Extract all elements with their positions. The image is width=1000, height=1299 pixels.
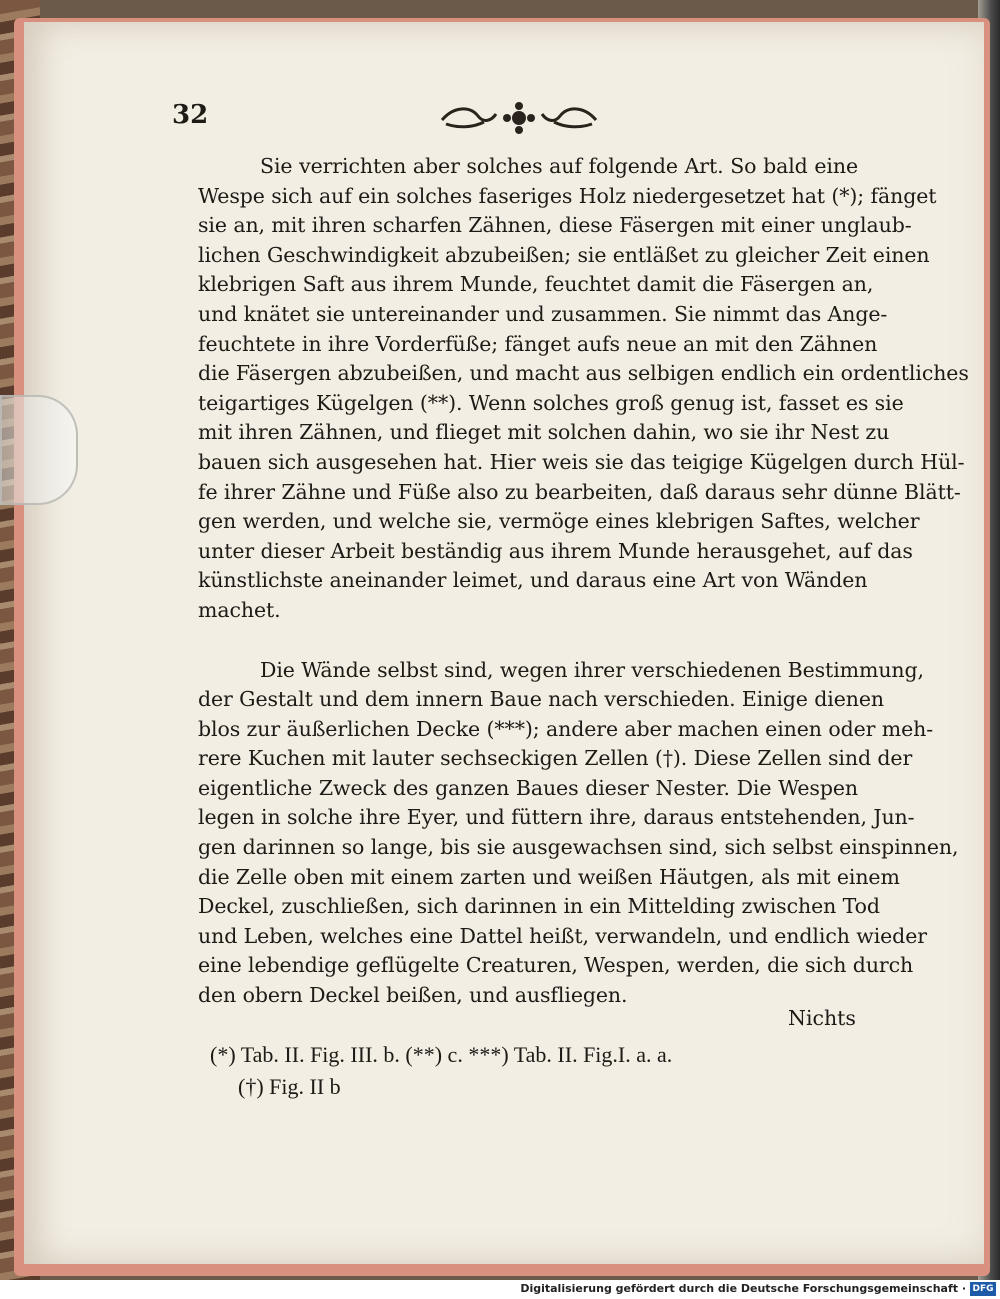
text-line: mit ihren Zähnen, und flieget mit solchen dahin, wo sie ihr Nest zu: [198, 420, 890, 445]
funding-credit: Digitalisierung gefördert durch die Deutsche Forschungsgemeinschaft ·: [520, 1282, 966, 1295]
text-line: gen werden, und welche sie, vermöge eines klebrigen Saftes, welcher: [198, 509, 920, 534]
text-line: die Fäsergen abzubeißen, und macht aus selbigen endlich ein ordentliches: [198, 361, 969, 386]
text-line: Die Wände selbst sind, wegen ihrer verschiedenen Bestimmung,: [260, 657, 924, 682]
text-line: machet.: [198, 597, 281, 622]
footnote: (†) Fig. II b: [238, 1074, 341, 1099]
text-line: der Gestalt und dem innern Baue nach verschieden. Einige dienen: [198, 687, 884, 712]
text-line: eigentliche Zweck des ganzen Baues dieser Nester. Die Wespen: [198, 775, 858, 800]
text-line: sie an, mit ihren scharfen Zähnen, diese Fäsergen mit einer unglaub-: [198, 213, 912, 238]
footnote: (*) Tab. II. Fig. III. b. (**) c. ***) Tab. II. Fig.I. a. a.: [210, 1042, 673, 1067]
text-line: die Zelle oben mit einem zarten und weißen Häutgen, als mit einem: [198, 864, 900, 889]
body-text: [198, 152, 969, 1011]
text-line: eine lebendige geflügelte Creaturen, Wespen, werden, die sich durch: [198, 953, 914, 978]
text-line: bauen sich ausgesehen hat. Hier weis sie das teigige Kügelgen durch Hül-: [198, 449, 965, 474]
text-line: und knätet sie untereinander und zusammen. Sie nimmt das Ange-: [198, 301, 888, 326]
text-line: legen in solche ihre Eyer, und füttern ihre, daraus entstehenden, Jun-: [198, 805, 915, 830]
text-line: teigartiges Kügelgen (**). Wenn solches groß genug ist, fasset es sie: [198, 390, 904, 415]
text-line: Sie verrichten aber solches auf folgende Art. So bald eine: [260, 154, 858, 178]
footer-bar: [0, 1280, 1000, 1299]
text-line: gen darinnen so lange, bis sie ausgewachsen sind, sich selbst einspinnen,: [198, 835, 959, 860]
text-line: fe ihrer Zähne und Füße also zu bearbeiten, daß daraus sehr dünne Blätt-: [198, 479, 961, 504]
page-clip: [0, 395, 78, 505]
page-number: 32: [172, 100, 209, 130]
text-line: feuchtete in ihre Vorderfüße; fänget aufs neue an mit den Zähnen: [198, 331, 878, 356]
text-line: klebrigen Saft aus ihrem Munde, feuchtet damit die Fäsergen an,: [198, 272, 874, 297]
ornament-icon: [434, 98, 604, 138]
page-header: [172, 98, 872, 138]
text-line: lichen Geschwindigkeit abzubeißen; sie entläßet zu gleicher Zeit einen: [198, 242, 930, 267]
text-line: den obern Deckel beißen, und ausfliegen.: [198, 983, 628, 1008]
catchword: Nichts: [788, 1006, 856, 1030]
dfg-logo-icon: DFG: [970, 1282, 996, 1296]
text-line: künstlichste aneinander leimet, und daraus eine Art von Wänden: [198, 568, 868, 593]
text-line: unter dieser Arbeit beständig aus ihrem Munde herausgehet, auf das: [198, 538, 913, 563]
text-line: Wespe sich auf ein solches faseriges Holz niedergesetzet hat (*); fänget: [198, 183, 937, 208]
text-line: blos zur äußerlichen Decke (***); andere aber machen einen oder meh-: [198, 716, 934, 741]
text-line: rere Kuchen mit lauter sechseckigen Zellen (†). Diese Zellen sind der: [198, 746, 913, 771]
text-line: und Leben, welches eine Dattel heißt, verwandeln, und endlich wieder: [198, 923, 927, 948]
text-line: Deckel, zuschließen, sich darinnen in ein Mittelding zwischen Tod: [198, 894, 880, 919]
